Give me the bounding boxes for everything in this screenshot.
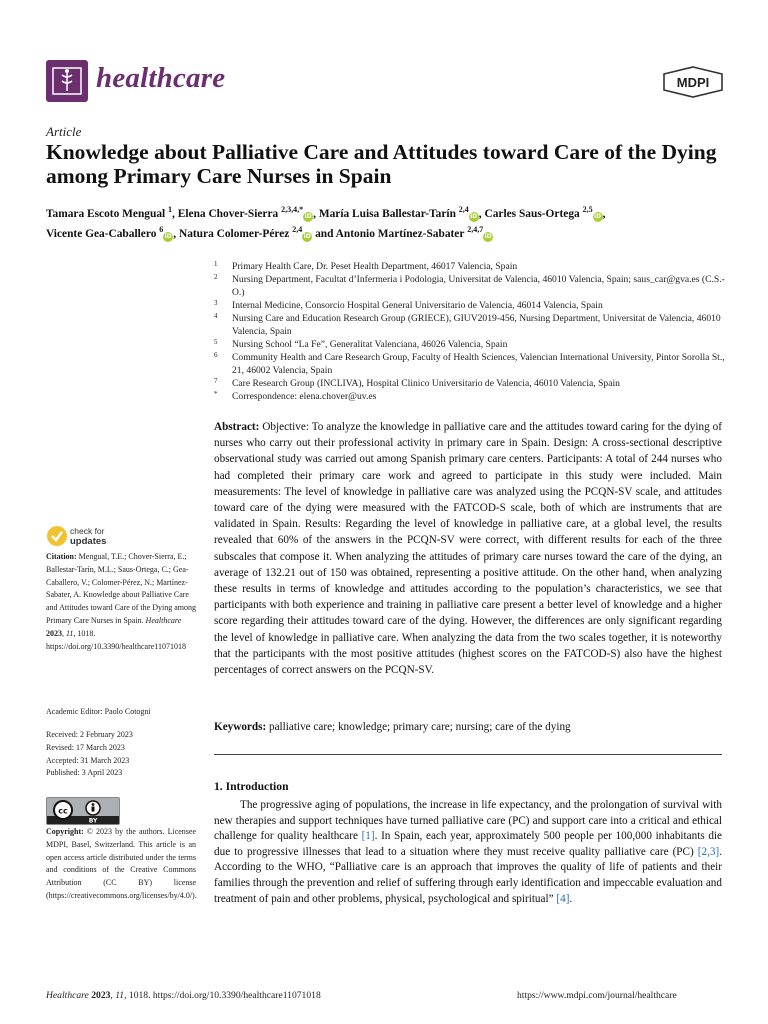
copyright-text: © 2023 by the authors. Licensee MDPI, Basel, Switzerland. This article is an open access article distributed under the terms and conditions of the Creative Commons Attribution (CC BY) license (https://creativecommons.org/licenses/by/4.0/). xyxy=(46,827,197,900)
copyright-label: Copyright: xyxy=(46,827,84,836)
cc-by-label: BY xyxy=(88,817,98,824)
intro-text: . xyxy=(569,892,573,905)
divider xyxy=(214,754,722,755)
abstract-label: Abstract: xyxy=(214,421,260,433)
intro-text: . In Spain, each year, approximately 500 people per 100,000 inhabitants die due to progressive illnesses that lead to a situation where they must receive quality palliative care (PC) xyxy=(214,830,722,858)
affiliation-number: 7 xyxy=(214,377,218,385)
author-name[interactable]: Elena Chover-Sierra xyxy=(177,207,279,220)
journal-logo xyxy=(46,60,88,102)
affiliation-text: Nursing School “La Fe”, Generalitat Valenciana, 46026 Valencia, Spain xyxy=(232,339,508,350)
affiliation-number: 5 xyxy=(214,338,218,346)
check-for-updates-label[interactable] xyxy=(70,526,106,547)
abstract-text: Objective: To analyze the knowledge in palliative care and the attitudes toward caring for the dying of nurses who carry out their professional activity in primary care in Spain. Design: A cross-sectional descriptive observational study was carried out among Spanish primary care centers. Participants: A total of 244 nurses who had completed their primary care work and agreed to participate in this study were included. Main measurements: The level of knowledge in palliative care was analyzed using the PCQN-SV scale, and attitudes toward care of the dying were measured with the FATCOD-S scale, both of which are instruments that are validated in Spain. Results: Regarding the level of knowledge in palliative care, at a global level, the results revealed that 60% of the answers in the PCQN-SV were correct, with different results for each of the three subscales that compose it. When analyzing the attitudes of primary care nurses toward the care of the dying, an average of 132.21 out of 150 was obtained, representing a positive attitude. On the other hand, when analyzing these results in terms of knowledge and attitudes according to the population’s characteristics, we see that participants with both experience and training in palliative care present a better level of knowledge and a higher score regarding their attitudes toward care of the dying. However, the differences are only significant regarding the level of knowledge in palliative care. When analyzing the data from the two scales together, it is noteworthy that the participants with the most positive attitudes (highest scores on the FATCOD-S) also have the highest percentages of correct answers on the PCQN-SV. xyxy=(214,421,722,677)
footer-journal: Healthcare xyxy=(46,990,89,1001)
affiliation-text: Primary Health Care, Dr. Peset Health Department, 46017 Valencia, Spain xyxy=(232,261,518,272)
author-name[interactable]: Natura Colomer-Pérez xyxy=(178,227,290,240)
affiliations xyxy=(214,260,734,403)
author-affil-sup: 1 xyxy=(168,205,173,214)
affiliation-item xyxy=(214,260,734,273)
citation-volume: 11 xyxy=(66,628,74,638)
footer-citation: Healthcare 2023, 11, 1018. https://doi.org/10.3390/healthcare11071018 xyxy=(46,990,321,1001)
cc-by-license-icon[interactable] xyxy=(46,797,120,825)
check-for-updates-line1: check for xyxy=(70,526,105,536)
published-date: Published: 3 April 2023 xyxy=(46,768,123,778)
affiliation-text: Community Health and Care Research Group, Faculty of Health Sciences, Valencian International University, Pintor Sorolla St., 21, 46002 Valencia, Spain xyxy=(232,352,725,376)
mdpi-logo[interactable] xyxy=(662,66,724,103)
article-title: Knowledge about Palliative Care and Attitudes toward Care of the Dying among Primary Care Nurses in Spain xyxy=(46,140,717,188)
citation-block: Citation: Mengual, T.E.; Chover-Sierra, E.; Ballestar-Tarín, M.L.; Saus-Ortega, C.; Gea-Caballero, V.; Colomer-Pérez, N.; Martínez-Sabater, A. Knowledge about Palliative Care and Attitudes toward Care of the Dying among Primary Care Nurses in Spain. Healthcare 2023, 11, 1018. https://doi.org/10.3390/healthcare11071018 xyxy=(46,552,196,651)
citation-link[interactable]: [1] xyxy=(361,830,375,843)
affiliation-item xyxy=(214,377,734,390)
affiliation-item xyxy=(214,273,734,299)
author-conjunction: and xyxy=(315,227,334,240)
author-list xyxy=(46,202,736,242)
keywords-label: Keywords: xyxy=(214,721,267,733)
citation-text: Mengual, T.E.; Chover-Sierra, E.; Ballestar-Tarín, M.L.; Saus-Ortega, C.; Gea-Caballero, V.; Colomer-Pérez, N.; Martínez-Sabater, A. Knowledge about Palliative Care and Attitudes toward Care of the Dying among Primary Care Nurses in Spain. xyxy=(46,552,196,625)
citation-year: 2023 xyxy=(46,628,62,638)
footer-doi[interactable]: , 1018. https://doi.org/10.3390/healthcare11071018 xyxy=(124,990,321,1001)
affiliation-text: Nursing Care and Education Research Group (GRIECE), GIUV2019-456, Nursing Department, Universitat de Valencia, 46010 Valencia, Spain xyxy=(232,313,721,337)
citation-doi[interactable]: , 1018. https://doi.org/10.3390/healthcare11071018 xyxy=(46,628,186,651)
author-affil-sup: 2,4 xyxy=(292,224,303,234)
citation-journal: Healthcare xyxy=(145,615,182,625)
journal-name[interactable]: healthcare xyxy=(96,62,226,94)
check-for-updates-line2: updates xyxy=(70,536,107,547)
orcid-icon[interactable]: iD xyxy=(470,212,478,220)
abstract xyxy=(214,419,722,678)
check-for-updates-icon[interactable] xyxy=(46,525,68,552)
orcid-icon[interactable]: iD xyxy=(304,212,312,220)
affiliation-number: 6 xyxy=(214,351,218,359)
revised-date: Revised: 17 March 2023 xyxy=(46,742,125,752)
accepted-date: Accepted: 31 March 2023 xyxy=(46,755,130,765)
correspondence xyxy=(214,390,734,403)
author-affil-sup: 2,3,4,* xyxy=(281,205,304,214)
author-name[interactable]: Tamara Escoto Mengual xyxy=(46,207,166,220)
affiliation-text: Internal Medicine, Consorcio Hospital General Universitario de Valencia, 46014 Valencia, Spain xyxy=(232,300,603,311)
orcid-icon[interactable]: iD xyxy=(484,232,492,240)
author-name[interactable]: Vicente Gea-Caballero xyxy=(46,227,157,240)
section-heading: 1. Introduction xyxy=(214,780,289,793)
author-line-1: Tamara Escoto Mengual $^1$, Elena Chover-Sierra $^{2,3,4,*}$iD, María Luisa Ballestar-Tarín $^{2,4}$iD, Carles Saus-Ortega $^{2,5}$iD, xyxy=(46,205,606,220)
intro-text: The progressive aging of populations, the increase in life expectancy, and the prolongation of survival with new therapies and support techniques have turned palliative care (PC) and support care into a critical and ethical challenge for quality healthcare xyxy=(214,799,722,843)
svg-text:cc: cc xyxy=(58,806,68,816)
publisher-name: MDPI xyxy=(676,75,710,90)
citation-label: Citation: xyxy=(46,552,77,561)
article-type: Article xyxy=(46,124,82,139)
orcid-icon[interactable]: iD xyxy=(594,212,602,220)
footer-year: 2023 xyxy=(91,990,111,1001)
orcid-icon[interactable]: iD xyxy=(164,232,172,240)
citation-link[interactable]: [4] xyxy=(556,892,570,905)
affiliation-number: 3 xyxy=(214,299,218,307)
affiliation-item xyxy=(214,351,734,377)
footer-journal-url[interactable]: https://www.mdpi.com/journal/healthcare xyxy=(517,990,677,1001)
affiliation-number: 4 xyxy=(214,312,218,320)
author-line-2: Vicente Gea-Caballero $^6$iD, Natura Colomer-Pérez $^{2,4}$iD and Antonio Martínez-Sabater $^{2,4,7}$iD xyxy=(46,224,492,240)
affiliation-item xyxy=(214,312,734,338)
received-date: Received: 2 February 2023 xyxy=(46,730,133,739)
copyright-notice xyxy=(46,826,196,903)
affiliation-text: Nursing Department, Facultat d’Infermeria i Podologia, Universitat de Valencia, 46010 Valencia, Spain; saus_car@gva.es (C.S.-O.) xyxy=(232,274,725,298)
academic-editor: Academic Editor: Paolo Cotogni xyxy=(46,707,151,716)
author-affil-sup: 2,5 xyxy=(582,205,593,214)
intro-text: . According to the WHO, “Palliative care is an approach that improves the quality of life of patients and their families through the prevention and relief of suffering through early identification and impeccable evaluation and treatment of pain and other problems, physical, psychological and spiritual” xyxy=(214,845,722,905)
author-affil-sup: 2,4 xyxy=(458,205,469,214)
author-name[interactable]: María Luisa Ballestar-Tarín xyxy=(318,207,456,220)
publication-dates xyxy=(46,729,196,780)
affiliation-item xyxy=(214,338,734,351)
keywords-text: palliative care; knowledge; primary care; nursing; care of the dying xyxy=(269,721,571,733)
affiliation-text: Care Research Group (INCLIVA), Hospital Clinico Universitario de Valencia, 46010 Valencia, Spain xyxy=(232,378,620,389)
author-affil-sup: 2,4,7 xyxy=(467,224,484,234)
orcid-icon[interactable]: iD xyxy=(303,232,311,240)
author-affil-sup: 6 xyxy=(159,224,164,234)
footer-volume: 11 xyxy=(115,990,125,1001)
author-name[interactable]: Antonio Martínez-Sabater xyxy=(335,227,465,240)
affiliation-number: 2 xyxy=(214,273,218,281)
affiliation-number: 1 xyxy=(214,260,218,268)
affiliation-item xyxy=(214,299,734,312)
author-name[interactable]: Carles Saus-Ortega xyxy=(484,207,580,220)
citation-link[interactable]: [2,3] xyxy=(697,845,720,858)
intro-paragraph xyxy=(214,798,722,907)
correspondence-text[interactable]: Correspondence: elena.chover@uv.es xyxy=(232,391,377,402)
keywords xyxy=(214,720,722,735)
affiliation-number: * xyxy=(214,390,218,398)
